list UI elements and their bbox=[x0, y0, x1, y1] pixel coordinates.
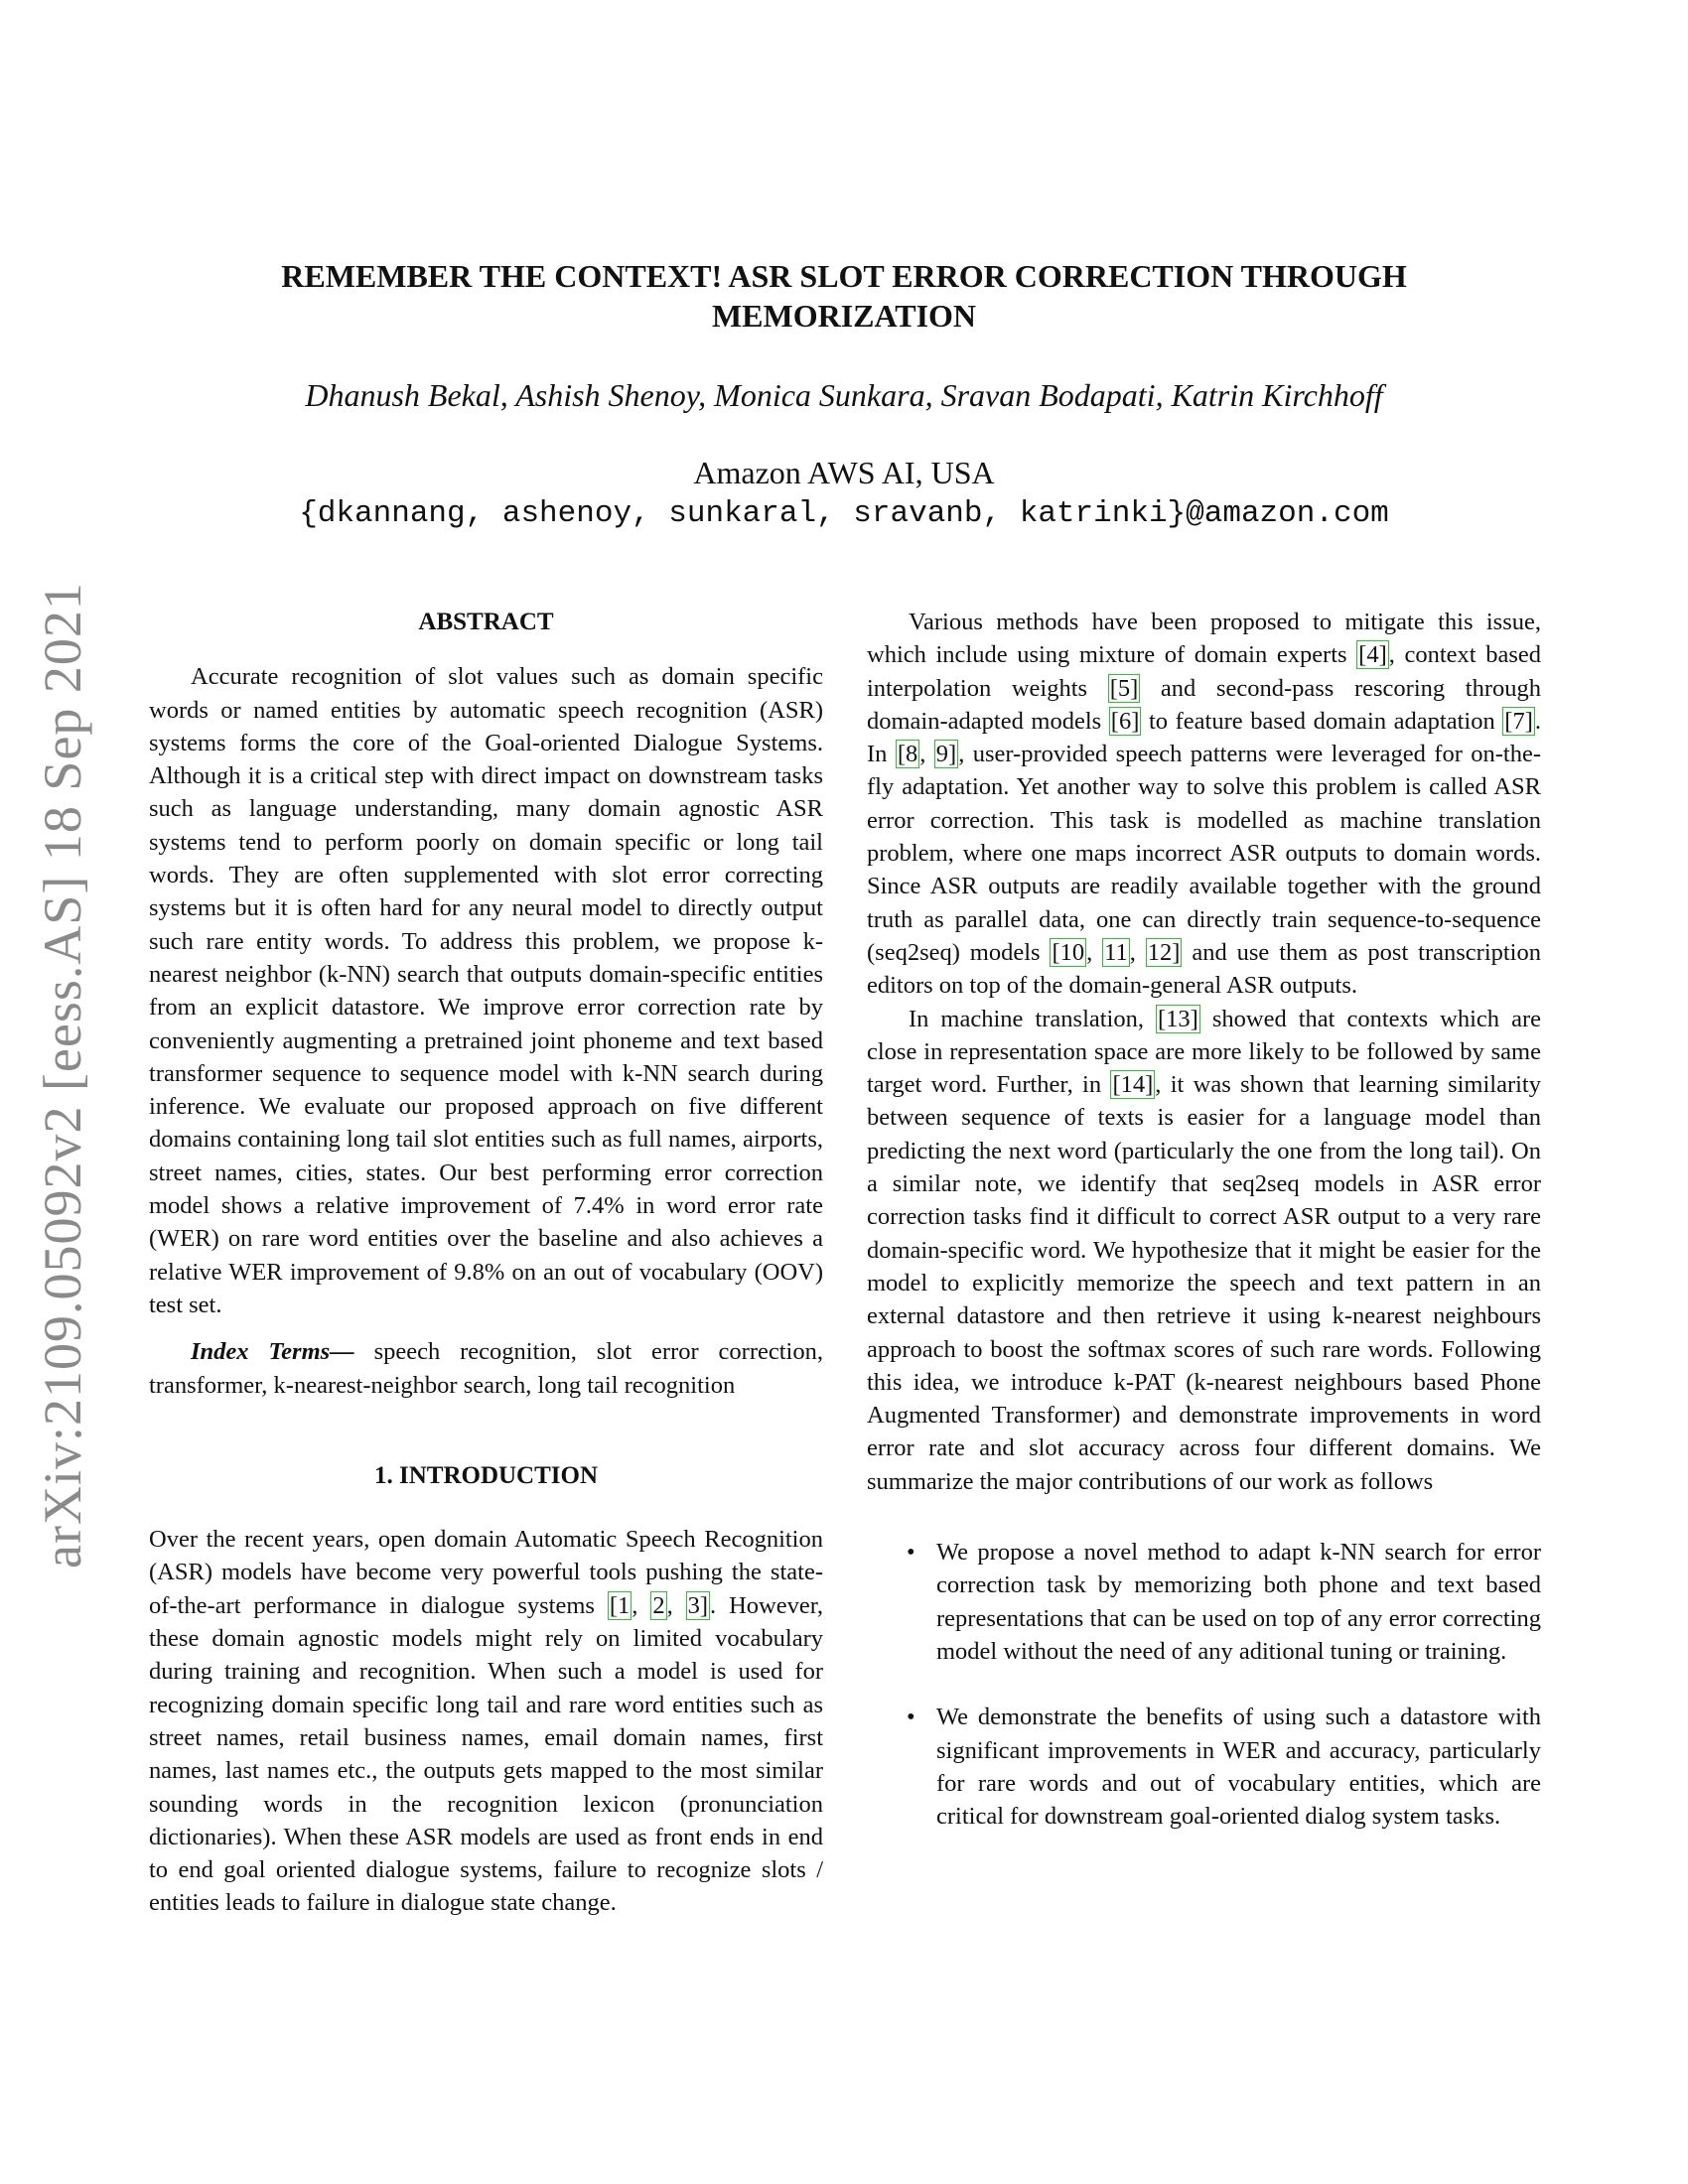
list-item: • We demonstrate the benefits of using such a datastore with significant improvements in WER and accuracy, particularly for rare words and out of vocabulary entities, which are critical for downstream goal-oriented dialog system tasks. bbox=[867, 1701, 1541, 1833]
arxiv-watermark: arXiv:2109.05092v2 [eess.AS] 18 Sep 2021 bbox=[33, 582, 92, 1569]
citation-link[interactable]: [10 bbox=[1052, 938, 1085, 966]
citation-link[interactable]: [5] bbox=[1109, 674, 1139, 702]
affiliation: Amazon AWS AI, USA bbox=[693, 455, 995, 490]
citation-link[interactable]: [14] bbox=[1112, 1071, 1154, 1099]
citation-link[interactable]: 9] bbox=[935, 741, 957, 768]
title-line-1: REMEMBER THE CONTEXT! ASR SLOT ERROR CORRECTION THROUGH bbox=[281, 258, 1407, 294]
citation-link[interactable]: [1 bbox=[609, 1591, 631, 1619]
index-terms-label: Index Terms— bbox=[191, 1338, 354, 1366]
citation-link[interactable]: [6] bbox=[1110, 707, 1140, 735]
email-list: {dkannang, ashenoy, sunkaral, sravanb, katrinki}@amazon.com bbox=[299, 496, 1389, 531]
citation-link[interactable]: [13] bbox=[1158, 1005, 1198, 1032]
index-terms-text: speech recognition, slot error correction, transformer, k-nearest-neighbor search, long tail recognition bbox=[149, 1338, 823, 1399]
citation-link[interactable]: 12] bbox=[1147, 938, 1181, 966]
abstract-text: Accurate recognition of slot values such as domain specific words or named entities by automatic speech recognition (ASR) systems forms the core of the Goal-oriented Dialogue Systems. Although it is a critical step with direct impact on downstream tasks such as language understanding, many domain agnostic ASR systems tend to perform poorly on domain specific or long tail words. They are often supplemented with slot error correcting systems but it is often hard for any neural model to directly output such rare entity words. To address this problem, we propose k-nearest neighbor (k-NN) search that outputs domain-specific entities from an explicit datastore. We improve error correction rate by conveniently augmenting a pretrained joint phoneme and text based transformer sequence to sequence model with k-NN search during inference. We evaluate our proposed approach on five different domains containing long tail slot entities such as full names, airports, street names, cities, states. Our best performing error correction model shows a relative improvement of 7.4% in word error rate (WER) on rare word entities over the baseline and also achieves a relative WER improvement of 9.8% on an out of vocabulary (OOV) test set. bbox=[149, 663, 823, 1318]
intro-heading: 1. INTRODUCTION bbox=[373, 1461, 599, 1489]
citation-link[interactable]: 11 bbox=[1104, 938, 1128, 966]
abstract-heading: ABSTRACT bbox=[418, 609, 554, 635]
list-item: • We propose a novel method to adapt k-NN search for error correction task by memorizing both phone and text based representations that can be used on top of any error correcting model without the need of any aditional tuning or training. bbox=[867, 1536, 1541, 1668]
left-column bbox=[149, 606, 823, 1920]
citation-link[interactable]: [4] bbox=[1358, 641, 1387, 669]
author-list: Dhanush Bekal, Ashish Shenoy, Monica Sunkara, Sravan Bodapati, Katrin Kirchhoff bbox=[305, 377, 1383, 413]
citation-link[interactable]: 2 bbox=[652, 1591, 665, 1619]
right-column bbox=[867, 606, 1541, 1865]
index-terms bbox=[149, 1335, 823, 1402]
citation-link[interactable]: 3] bbox=[687, 1591, 709, 1619]
intro-paragraph-2: Various methods have been proposed to mitigate this issue, which include using mixture of domain experts [4], context based interpolation weights [5] and second-pass rescoring through domain-adapted models [6] to feature based domain adaptation [7]. In [8, 9], user-provided speech patterns were leveraged for on-the-fly adaptation. Yet another way to solve this problem is called ASR error correction. This task is modelled as machine translation problem, where one maps incorrect ASR outputs to domain words. Since ASR outputs are readily available together with the ground truth as parallel data, one can directly train sequence-to-sequence (seq2seq) models [10, 11, 12] and use them as post transcription editors on top of the domain-general ASR outputs. bbox=[867, 609, 1542, 1000]
citation-link[interactable]: [7] bbox=[1504, 707, 1533, 735]
intro-paragraph-1: Over the recent years, open domain Automatic Speech Recognition (ASR) models have become very powerful tools pushing the state-of-the-art performance in dialogue systems [1, 2, 3]. However, these domain agnostic models might rely on limited vocabulary during training and recognition. When such a model is used for recognizing domain specific long tail and rare word entities such as street names, retail business names, email domain names, first names, last names etc., the outputs gets mapped to the most similar sounding words in the recognition lexicon (pronunciation dictionaries). When these ASR models are used as front ends in end to end goal oriented dialogue systems, failure to recognize slots / entities leads to failure in dialogue state change. bbox=[149, 1526, 824, 1917]
paper-title bbox=[149, 256, 1539, 336]
intro-paragraph-3: In machine translation, [13] showed that contexts which are close in representation space are more likely to be followed by same target word. Further, in [14], it was shown that learning similarity between sequence of texts is easier for a language model than predicting the next word (particularly the one from the long tail). On a similar note, we identify that seq2seq models in ASR error correction tasks find it difficult to correct ASR output to a very rare domain-specific word. We hypothesize that it might be easier for the model to explicitly memorize the speech and text pattern in an external datastore and then retrieve it using k-nearest neighbours approach to boost the softmax scores of such rare words. Following this idea, we introduce k-PAT (k-nearest neighbours based Phone Augmented Transformer) and demonstrate improvements in word error rate and slot accuracy across four different domains. We summarize the major contributions of our work as follows bbox=[867, 1005, 1541, 1495]
contributions-list bbox=[867, 1536, 1541, 1833]
citation-link[interactable]: [8 bbox=[897, 741, 918, 768]
title-line-2: MEMORIZATION bbox=[711, 298, 977, 334]
